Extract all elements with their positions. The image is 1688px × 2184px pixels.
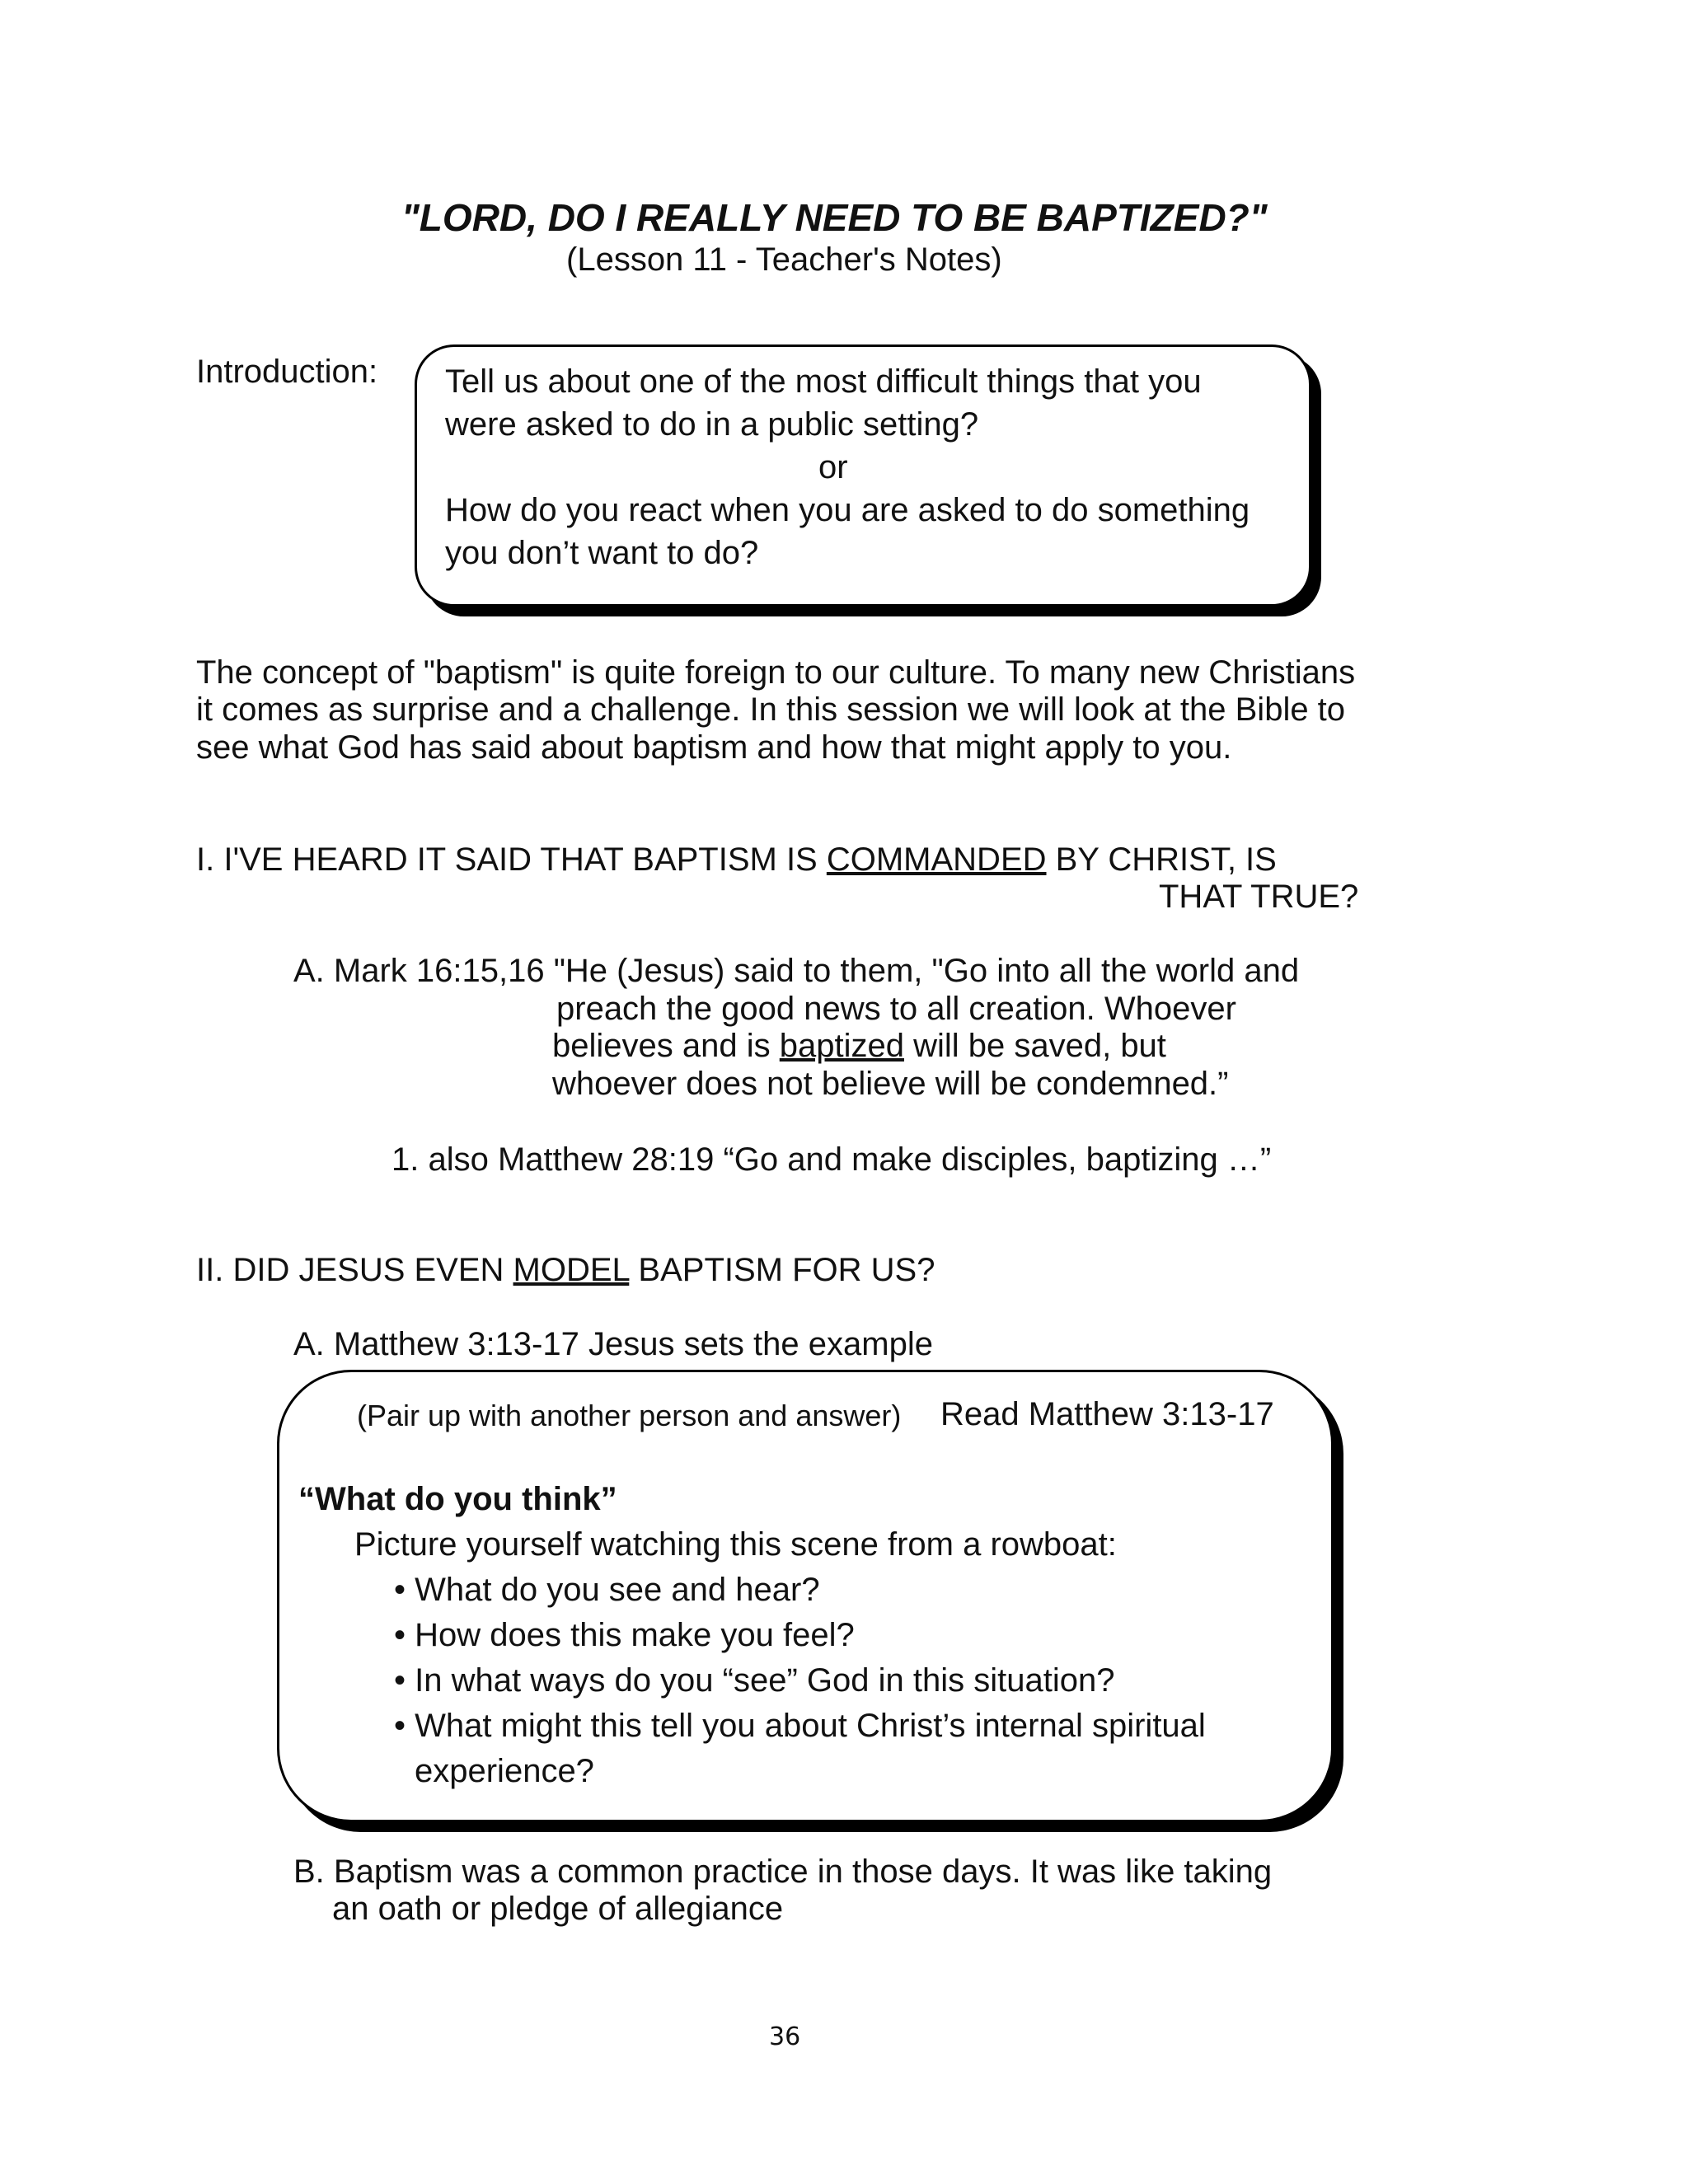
discussion-bullet-2: • How does this make you feel? xyxy=(394,1617,855,1653)
section-2-heading-suffix: BAPTISM FOR US? xyxy=(629,1252,935,1288)
discussion-bullet-1: • What do you see and hear? xyxy=(394,1572,820,1608)
section-1-heading-line-2: THAT TRUE? xyxy=(1159,879,1359,915)
introduction-label: Introduction: xyxy=(196,354,378,390)
section-2-heading-underlined: MODEL xyxy=(513,1252,630,1288)
section-2-point-a: A. Matthew 3:13-17 Jesus sets the example xyxy=(293,1326,933,1362)
discussion-instruction: (Pair up with another person and answer) xyxy=(357,1399,902,1432)
intro-box-line-2: were asked to do in a public setting? xyxy=(445,406,979,443)
point-a-line-3-underlined: baptized xyxy=(779,1028,904,1064)
discussion-bullet-3: • In what ways do you “see” God in this situation? xyxy=(394,1662,1115,1699)
section-1-heading xyxy=(196,841,1277,879)
section-1-heading-underlined: COMMANDED xyxy=(826,841,1047,878)
section-2-heading-prefix: II. DID JESUS EVEN xyxy=(196,1252,513,1288)
section-1-heading-prefix: I. I'VE HEARD IT SAID THAT BAPTISM IS xyxy=(196,841,827,878)
point-a-line-3-suffix: will be saved, but xyxy=(903,1028,1166,1064)
section-1-point-1: 1. also Matthew 28:19 “Go and make disciples, baptizing …” xyxy=(392,1141,1272,1178)
section-2-point-b-line-1: B. Baptism was a common practice in those days. It was like taking xyxy=(293,1854,1273,1890)
discussion-prompt: Picture yourself watching this scene from a rowboat: xyxy=(354,1526,1117,1563)
page-title: "LORD, DO I REALLY NEED TO BE BAPTIZED?" xyxy=(401,196,1268,239)
discussion-bullet-4: • What might this tell you about Christ’s internal spiritual xyxy=(394,1708,1206,1744)
page-subtitle: (Lesson 11 - Teacher's Notes) xyxy=(566,241,1002,278)
discussion-heading: “What do you think” xyxy=(298,1481,617,1517)
intro-box-line-3: How do you react when you are asked to do something xyxy=(445,492,1250,528)
section-2-heading xyxy=(196,1251,935,1289)
intro-box-line-1: Tell us about one of the most difficult things that you xyxy=(445,363,1202,400)
discussion-bullet-4-continuation: experience? xyxy=(415,1753,594,1789)
page-number: 36 xyxy=(769,2022,801,2051)
section-1-point-a-line-4: whoever does not believe will be condemned.” xyxy=(552,1066,1229,1102)
intro-box-line-4: you don’t want to do? xyxy=(445,535,759,571)
intro-paragraph-line-3: see what God has said about baptism and how that might apply to you. xyxy=(196,729,1232,766)
section-1-point-a-line-3 xyxy=(552,1027,1166,1065)
point-a-line-3-prefix: believes and is xyxy=(552,1028,780,1064)
section-1-heading-suffix: BY CHRIST, IS xyxy=(1046,841,1277,878)
discussion-read-reference: Read Matthew 3:13-17 xyxy=(940,1396,1274,1432)
intro-box-line-or: or xyxy=(818,449,848,485)
intro-paragraph-line-1: The concept of "baptism" is quite foreign to our culture. To many new Christians xyxy=(196,654,1356,691)
section-1-point-a-line-1: A. Mark 16:15,16 "He (Jesus) said to them, "Go into all the world and xyxy=(293,953,1300,989)
section-2-point-b-line-2: an oath or pledge of allegiance xyxy=(332,1891,784,1927)
intro-paragraph-line-2: it comes as surprise and a challenge. In this session we will look at the Bible to xyxy=(196,691,1346,728)
section-1-point-a-line-2: preach the good news to all creation. Whoever xyxy=(556,991,1236,1027)
